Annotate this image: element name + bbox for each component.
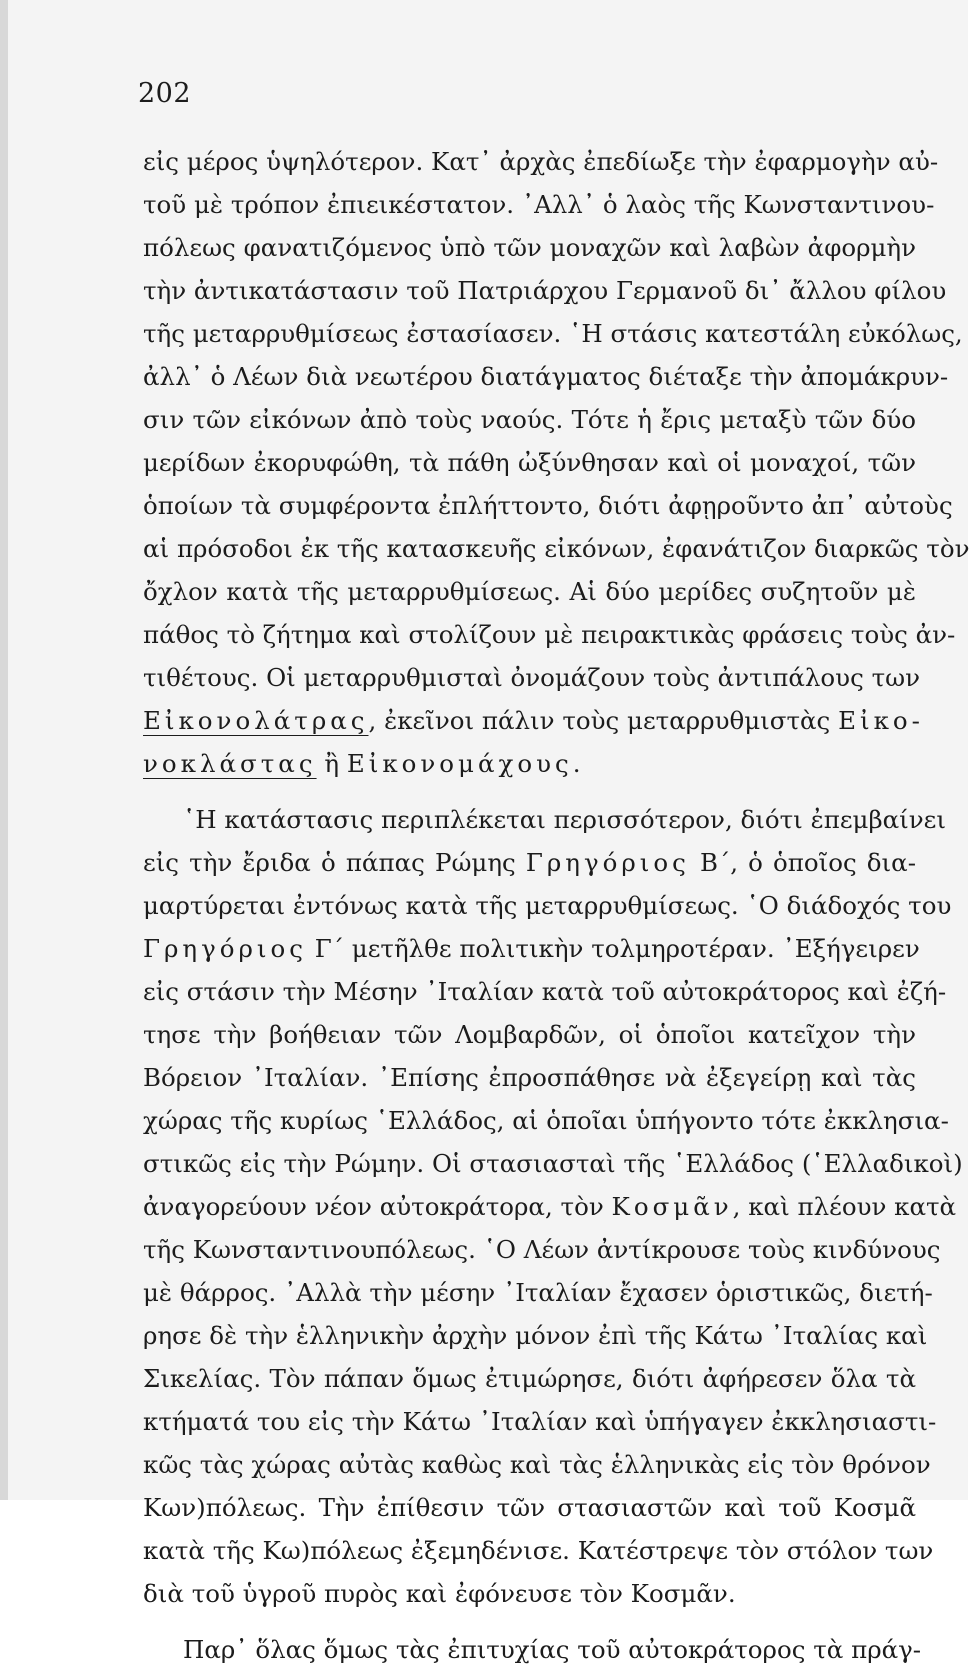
text-run: Β΄, ὁ ὁποῖος δια- xyxy=(689,848,916,877)
text-line: Κων)πόλεως. Τὴν ἐπίθεσιν τῶν στασιαστῶν καὶ τοῦ Κοσμᾶ xyxy=(143,1493,916,1522)
text-line: τῆς Κωνσταντινουπόλεως. ῾Ο Λέων ἀντίκρουσε τοὺς κινδύνους xyxy=(143,1235,941,1264)
spaced-term: Εἰκο- xyxy=(838,706,924,735)
text-line: ἀλλ᾽ ὁ Λέων διὰ νεωτέρου διατάγματος διέταξε τὴν ἀπομάκρυν- xyxy=(143,362,949,391)
text-line xyxy=(143,927,920,970)
body-text xyxy=(143,140,969,1671)
text-run: ἢ xyxy=(316,749,347,778)
text-line: μὲ θάρρος. ᾽Αλλὰ τὴν μέσην ᾽Ιταλίαν ἔχασεν ὁριστικῶς, διετή- xyxy=(143,1278,933,1307)
spaced-term: Εἰκονομάχους xyxy=(346,749,573,778)
text-line: τῆς μεταρρυθμίσεως ἐστασίασεν. ῾Η στάσις κατεστάλη εὐκόλως, xyxy=(143,319,963,348)
text-line: διὰ τοῦ ὑγροῦ πυρὸς καὶ ἐφόνευσε τὸν Κοσμᾶν. xyxy=(143,1579,736,1608)
text-line xyxy=(143,1185,957,1228)
spaced-term: Εἰκονολάτρας xyxy=(143,706,369,735)
text-line: μερίδων ἐκορυφώθη, τὰ πάθη ὠξύνθησαν καὶ οἱ μοναχοί, τῶν xyxy=(143,448,916,477)
text-line: τιθέτους. Οἱ μεταρρυθμισταὶ ὀνομάζουν τοὺς ἀντιπάλους των xyxy=(143,663,921,692)
text-line: ὁποίων τὰ συμφέροντα ἐπλήττοντο, διότι ἀφῃροῦντο ἀπ᾽ αὐτοὺς xyxy=(143,491,953,520)
text-line: χώρας τῆς κυρίως ῾Ελλάδος, αἱ ὁποῖαι ὑπήγοντο τότε ἐκκλησια- xyxy=(143,1106,949,1135)
text-line xyxy=(143,699,924,742)
text-run: , ἐκεῖνοι πάλιν τοὺς μεταρρυθμιστὰς xyxy=(368,706,831,735)
text-run: εἰς τὴν ἔριδα ὁ πάπας Ρώμης xyxy=(143,848,526,877)
text-line xyxy=(143,742,916,785)
text-line: τὴν ἀντικατάστασιν τοῦ Πατριάρχου Γερμανοῦ δι᾽ ἄλλου φίλου xyxy=(143,276,947,305)
text-run: Γ΄ μετῆλθε πολιτικὴν τολμηροτέραν. ᾽Εξήγειρεν xyxy=(306,934,920,963)
text-line: κτήματά του εἰς τὴν Κάτω ᾽Ιταλίαν καὶ ὑπήγαγεν ἐκκλησιαστι- xyxy=(143,1407,937,1436)
text-line: πάθος τὸ ζήτημα καὶ στολίζουν μὲ πειρακτικὰς φράσεις τοὺς ἀν- xyxy=(143,620,956,649)
text-line: στικῶς εἰς τὴν Ρώμην. Οἱ στασιασταὶ τῆς ῾Ελλάδος (῾Ελλαδικοὶ) xyxy=(143,1149,963,1178)
text-run: , καὶ πλέουν κατὰ xyxy=(732,1192,957,1221)
spaced-term: νοκλάστας xyxy=(143,749,317,778)
text-line: κῶς τὰς χώρας αὐτὰς καθὼς καὶ τὰς ἑλληνικὰς εἰς τὸν θρόνον xyxy=(143,1450,931,1479)
spaced-term: Γρηγόριος xyxy=(143,934,307,963)
spaced-term: Γρηγόριος xyxy=(525,848,690,877)
text-line: κατὰ τῆς Κω)πόλεως ἐξεμηδένισε. Κατέστρεψε τὸν στόλον των xyxy=(143,1536,934,1565)
text-line: ῾Η κατάστασις περιπλέκεται περισσότερον, διότι ἐπεμβαίνει xyxy=(183,805,946,834)
text-line xyxy=(143,841,916,884)
page-number: 202 xyxy=(138,78,192,109)
text-line: εἰς μέρος ὑψηλότερον. Κατ᾽ ἀρχὰς ἐπεδίωξε τὴν ἐφαρμογὴν αὐ- xyxy=(143,147,939,176)
text-line: τοῦ μὲ τρόπον ἐπιεικέστατον. ᾽Αλλ᾽ ὁ λαὸς τῆς Κωνσταντινου- xyxy=(143,190,935,219)
text-line: ὄχλον κατὰ τῆς μεταρρυθμίσεως. Αἱ δύο μερίδες συζητοῦν μὲ xyxy=(143,577,916,606)
text-line: σιν τῶν εἰκόνων ἀπὸ τοὺς ναούς. Τότε ἡ ἔρις μεταξὺ τῶν δύο xyxy=(143,405,916,434)
text-line: Παρ᾽ ὅλας ὅμως τὰς ἐπιτυχίας τοῦ αὐτοκράτορος τὰ πράγ- xyxy=(183,1635,922,1664)
text-line: Βόρειον ᾽Ιταλίαν. ᾽Επίσης ἐπροσπάθησε νὰ ἐξεγείρῃ καὶ τὰς xyxy=(143,1063,916,1092)
text-line: αἱ πρόσοδοι ἐκ τῆς κατασκευῆς εἰκόνων, ἐφανάτιζον διαρκῶς τὸν xyxy=(143,534,969,563)
text-line: πόλεως φανατιζόμενος ὑπὸ τῶν μοναχῶν καὶ λαβὼν ἀφορμὴν xyxy=(143,233,916,262)
text-line: τησε τὴν βοήθειαν τῶν Λομβαρδῶν, οἱ ὁποῖοι κατεῖχον τὴν xyxy=(143,1020,916,1049)
text-run: ἀναγορεύουν νέον αὐτοκράτορα, τὸν xyxy=(143,1192,612,1221)
text-line: μαρτύρεται ἐντόνως κατὰ τῆς μεταρρυθμίσεως. ῾Ο διάδοχός του xyxy=(143,891,952,920)
spaced-term: Κοσμᾶν xyxy=(611,1192,733,1221)
text-run: . xyxy=(572,749,581,778)
text-line: Σικελίας. Τὸν πάπαν ὅμως ἐτιμώρησε, διότι ἀφήρεσεν ὅλα τὰ xyxy=(143,1364,916,1393)
text-line: ρησε δὲ τὴν ἑλληνικὴν ἀρχὴν μόνον ἐπὶ τῆς Κάτω ᾽Ιταλίας καὶ xyxy=(143,1321,928,1350)
text-line: εἰς στάσιν τὴν Μέσην ᾽Ιταλίαν κατὰ τοῦ αὐτοκράτορος καὶ ἐζή- xyxy=(143,977,947,1006)
